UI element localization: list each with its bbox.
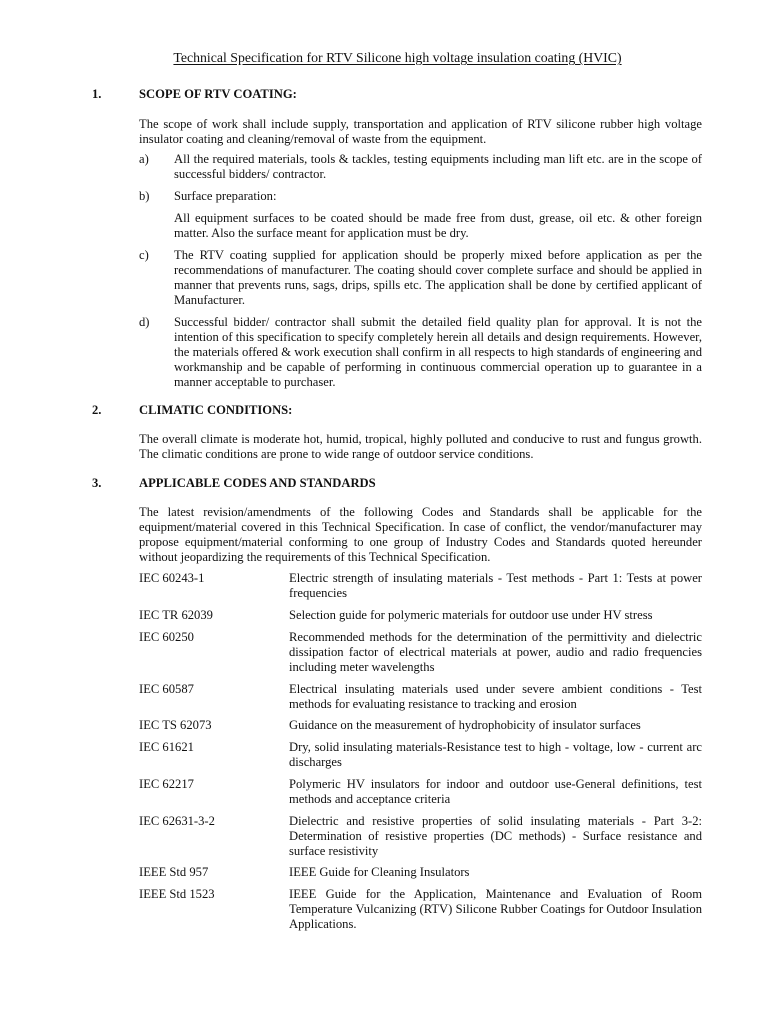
standard-code: IEC 61621 — [139, 740, 194, 754]
standard-code: IEEE Std 957 — [139, 865, 209, 879]
standard-description: Electrical insulating materials used under severe ambient conditions - Test methods for evaluating resistance to tracking and erosion — [289, 682, 702, 711]
standard-description: Electric strength of insulating materials - Test methods - Part 1: Tests at power frequencies — [289, 571, 702, 600]
standard-code: IEC 62631-3-2 — [139, 814, 215, 828]
standard-description: Recommended methods for the determination of the permittivity and dielectric dissipation factor of electrical materials at power, audio and radio frequencies including meter wavelengths — [289, 630, 702, 674]
standard-code: IEC 60243-1 — [139, 571, 205, 585]
standard-description: Dry, solid insulating materials-Resistance test to high - voltage, low - current arc discharges — [289, 740, 702, 769]
document-title: Technical Specification for RTV Silicone high voltage insulation coating (HVIC) — [173, 50, 622, 65]
standard-code: IEC 60250 — [139, 630, 194, 644]
standard-description: Polymeric HV insulators for indoor and outdoor use-General definitions, test methods and acceptance criteria — [289, 777, 702, 806]
item-c-text: The RTV coating supplied for application should be properly mixed before application as per the recommendations of manufacturer. The coating should cover complete surface and should be applied in manner that prevents runs, sags, drips, spills etc. The application shall be done by certified applicant of Manufacturer. — [174, 248, 702, 307]
standard-code: IEC TR 62039 — [139, 608, 213, 622]
standard-code: IEC 60587 — [139, 682, 194, 696]
item-d-text: Successful bidder/ contractor shall submit the detailed field quality plan for approval. It is not the intention of this specification to specify completely herein all details and design requirements. However, the materials offered & work execution shall confirm in all respects to high standards of engineering and workmanship and be capable of performing in continuous commercial operation up to guarantee in a manner acceptable to purchaser. — [174, 315, 702, 389]
standard-description: Selection guide for polymeric materials for outdoor use under HV stress — [289, 608, 653, 622]
section-2-title: CLIMATIC CONDITIONS: — [139, 403, 293, 417]
item-c-marker: c) — [139, 248, 149, 262]
item-b-text: Surface preparation: — [174, 189, 277, 203]
standard-code: IEEE Std 1523 — [139, 887, 215, 901]
standard-code: IEC TS 62073 — [139, 718, 212, 732]
item-d-marker: d) — [139, 315, 150, 329]
item-b-subtext: All equipment surfaces to be coated should be made free from dust, grease, oil etc. & other foreign matter. Also the surface meant for application must be dry. — [174, 211, 702, 240]
section-2-intro: The overall climate is moderate hot, humid, tropical, highly polluted and conducive to rust and fungus growth. The climatic conditions are prone to wide range of outdoor service conditions. — [139, 432, 702, 461]
standard-description: Guidance on the measurement of hydrophobicity of insulator surfaces — [289, 718, 641, 732]
item-a-marker: a) — [139, 152, 149, 166]
section-3-title: APPLICABLE CODES AND STANDARDS — [139, 476, 376, 490]
section-2-number: 2. — [92, 403, 102, 417]
standard-description: IEEE Guide for Cleaning Insulators — [289, 865, 470, 879]
item-b-marker: b) — [139, 189, 150, 203]
section-1-title: SCOPE OF RTV COATING: — [139, 87, 297, 101]
standard-description: Dielectric and resistive properties of solid insulating materials - Part 3-2: Determination of resistive properties (DC methods) - Surface resistance and surface resistivity — [289, 814, 702, 858]
section-1-number: 1. — [92, 87, 102, 101]
section-1-intro: The scope of work shall include supply, transportation and application of RTV silicone rubber high voltage insulator coating and cleaning/removal of waste from the equipment. — [139, 117, 702, 146]
section-3-intro: The latest revision/amendments of the following Codes and Standards shall be applicable for the equipment/material covered in this Technical Specification. In case of conflict, the vendor/manufacturer may propose equipment/material conforming to one group of Industry Codes and Standards quoted hereunder without jeopardizing the requirements of this Technical Specification. — [139, 505, 702, 564]
item-a-text: All the required materials, tools & tackles, testing equipments including man lift etc. are in the scope of successful bidders/ contractor. — [174, 152, 702, 181]
standard-description: IEEE Guide for the Application, Maintenance and Evaluation of Room Temperature Vulcanizing (RTV) Silicone Rubber Coatings for Outdoor Insulation Applications. — [289, 887, 702, 931]
section-3-number: 3. — [92, 476, 102, 490]
standard-code: IEC 62217 — [139, 777, 194, 791]
